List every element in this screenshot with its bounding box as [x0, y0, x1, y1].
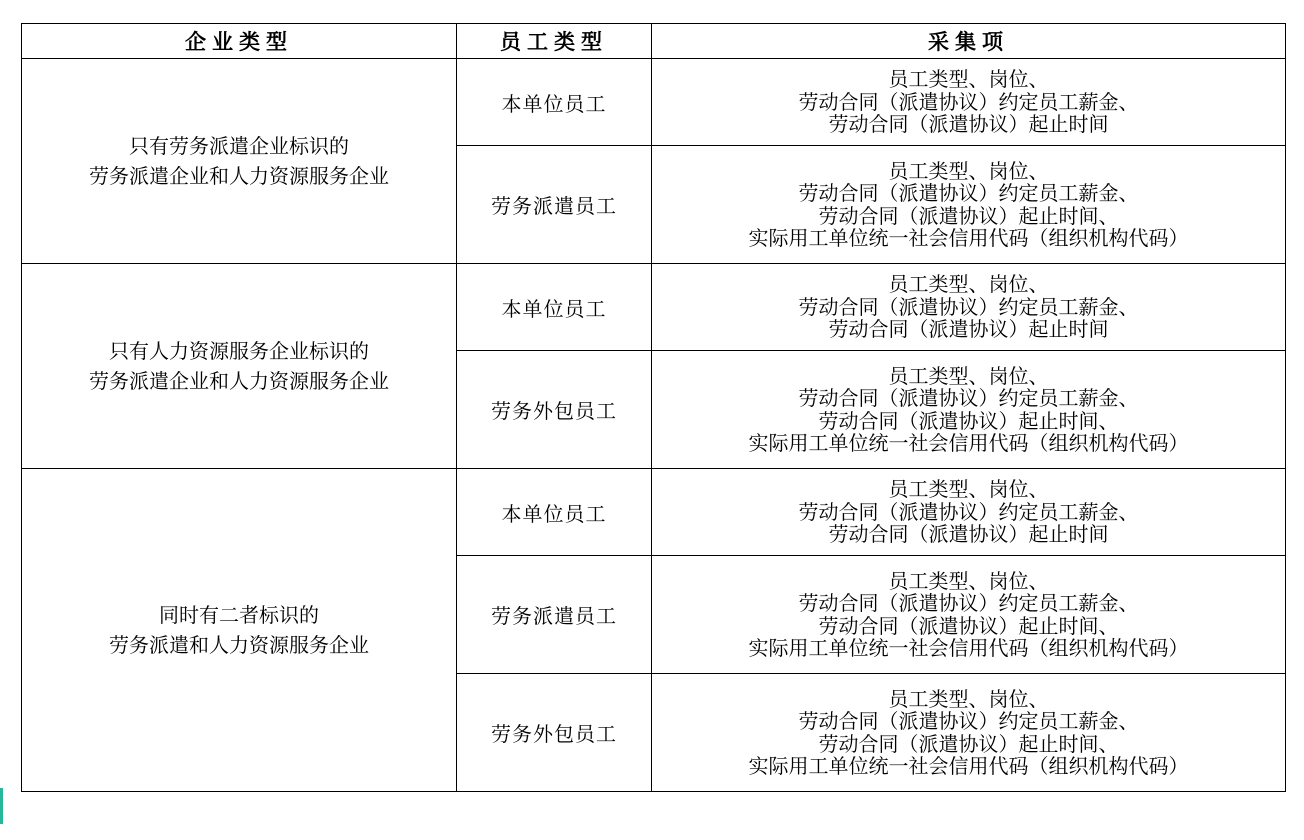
enterprise-type-line: 同时有二者标识的: [159, 603, 319, 627]
enterprise-type-line: 只有劳务派遣企业标识的: [129, 134, 349, 158]
collection-item-line: 劳动合同（派遣协议）约定员工薪金、: [798, 181, 1139, 205]
collection-items-cell: [652, 146, 1286, 264]
collection-items-cell: [652, 264, 1286, 351]
collection-items-table: [21, 23, 1286, 792]
edge-marker: [0, 788, 3, 824]
header-enterprise-type: 企业类型: [22, 24, 457, 59]
collection-items-cell: [652, 351, 1286, 469]
employee-type-cell: 劳务外包员工: [457, 674, 652, 792]
collection-item-line: 员工类型、岗位、: [888, 477, 1049, 502]
employee-type-cell: 劳务派遣员工: [457, 556, 652, 674]
enterprise-type-line: 只有人力资源服务企业标识的: [109, 339, 369, 363]
collection-item-line: 劳动合同（派遣协议）约定员工薪金、: [798, 89, 1139, 114]
collection-item-line: 劳动合同（派遣协议）起止时间: [828, 317, 1109, 342]
collection-item-line: 员工类型、岗位、: [888, 568, 1049, 593]
enterprise-type-line: 劳务派遣企业和人力资源服务企业: [89, 164, 389, 188]
collection-item-line: 劳动合同（派遣协议）起止时间、: [818, 613, 1119, 638]
collection-item-line: 实际用工单位统一社会信用代码（组织机构代码）: [748, 636, 1189, 660]
enterprise-type-line: 劳务派遣企业和人力资源服务企业: [89, 369, 389, 393]
collection-items-cell: [652, 556, 1286, 674]
table-row: [22, 469, 1286, 556]
header-collection-items: 采集项: [652, 24, 1286, 59]
collection-item-line: 劳动合同（派遣协议）约定员工薪金、: [798, 499, 1139, 524]
enterprise-type-cell: [22, 264, 457, 469]
employee-type-cell: 劳务派遣员工: [457, 146, 652, 264]
collection-item-line: 实际用工单位统一社会信用代码（组织机构代码）: [748, 431, 1189, 455]
collection-item-line: 劳动合同（派遣协议）起止时间: [828, 522, 1109, 547]
collection-item-line: 员工类型、岗位、: [888, 158, 1049, 183]
collection-item-line: 劳动合同（派遣协议）起止时间、: [818, 408, 1119, 433]
collection-item-line: 劳动合同（派遣协议）约定员工薪金、: [798, 591, 1139, 615]
collection-item-line: 实际用工单位统一社会信用代码（组织机构代码）: [748, 754, 1189, 778]
collection-item-line: 劳动合同（派遣协议）起止时间、: [818, 731, 1119, 756]
collection-items-cell: [652, 469, 1286, 556]
collection-item-line: 劳动合同（派遣协议）约定员工薪金、: [798, 294, 1139, 319]
employee-type-cell: 劳务外包员工: [457, 351, 652, 469]
collection-item-line: 劳动合同（派遣协议）约定员工薪金、: [798, 386, 1139, 410]
collection-item-line: 实际用工单位统一社会信用代码（组织机构代码）: [748, 226, 1189, 250]
collection-item-line: 劳动合同（派遣协议）起止时间: [828, 112, 1109, 137]
collection-item-line: 员工类型、岗位、: [888, 363, 1049, 388]
table-row: [22, 59, 1286, 146]
collection-item-line: 劳动合同（派遣协议）约定员工薪金、: [798, 709, 1139, 733]
enterprise-type-cell: [22, 469, 457, 792]
collection-item-line: 员工类型、岗位、: [888, 272, 1049, 297]
header-employee-type: 员工类型: [457, 24, 652, 59]
collection-item-line: 员工类型、岗位、: [888, 67, 1049, 92]
table-row: [22, 264, 1286, 351]
collection-item-line: 劳动合同（派遣协议）起止时间、: [818, 203, 1119, 228]
employee-type-cell: 本单位员工: [457, 469, 652, 556]
collection-items-cell: [652, 59, 1286, 146]
collection-items-cell: [652, 674, 1286, 792]
enterprise-type-cell: [22, 59, 457, 264]
employee-type-cell: 本单位员工: [457, 264, 652, 351]
header-row: [22, 24, 1286, 59]
employee-type-cell: 本单位员工: [457, 59, 652, 146]
enterprise-type-line: 劳务派遣和人力资源服务企业: [109, 633, 369, 657]
collection-item-line: 员工类型、岗位、: [888, 686, 1049, 711]
